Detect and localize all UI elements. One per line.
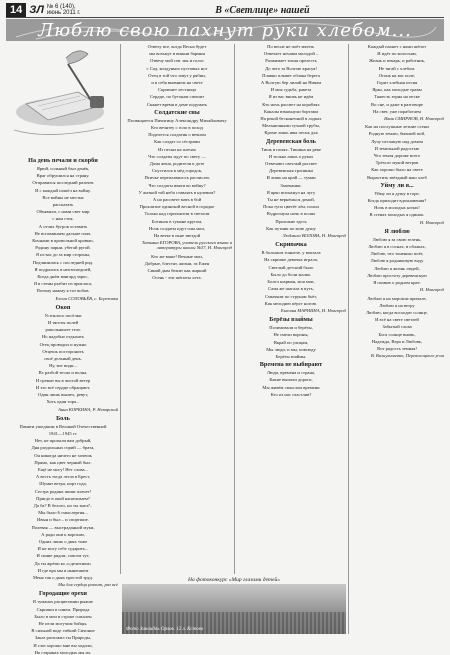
poem — [236, 316, 346, 359]
poem — [236, 44, 346, 92]
poem-author: Анна КОРКИНА, Р. Неварский — [58, 406, 118, 412]
poem-title: Окоп — [55, 303, 71, 311]
poem-title: Деревенская боль — [266, 137, 316, 145]
poem-line: На свет, уже поработаем — [373, 108, 421, 114]
poem-line: Отвечают светлый рассвет — [265, 161, 317, 167]
poem-line: Да ты жрёпи ко «сделитном» — [34, 560, 92, 566]
poem-line: Как мелодию пёрст ногою. — [264, 300, 318, 306]
poem-line: Ярюй, сольный был денёк, — [36, 166, 90, 171]
poem-line: Как солдат со сёстрами — [154, 139, 200, 145]
poem-line: Вкрай по улицам, — [273, 339, 309, 345]
poem-line: Надежда, Вера и Любовь, — [371, 338, 423, 344]
poem-line: До чего за Волгою красуя! — [265, 65, 317, 71]
poem-line: Вырастить звёздный наш хлеб — [367, 174, 427, 180]
poem-title: Я люблю — [384, 227, 410, 235]
poem — [350, 296, 444, 359]
poem-line: А ради они к ворохам, — [41, 531, 85, 537]
poem-author: Н. Новгород — [419, 287, 444, 293]
poem-title: На день печали и скорби — [28, 157, 98, 164]
poem-line: Родную землю, бывшей пой, — [368, 131, 426, 137]
poem-line: И идёт по колосьям, — [377, 51, 417, 57]
poem-line: Люблю я за свою зелень, — [372, 236, 422, 242]
poem-line: Спустился в мёд городок, — [151, 168, 203, 174]
column-4 — [350, 44, 444, 634]
poem-line: Было до боли жалко. — [270, 271, 312, 277]
poem-line: Полевая — выстраданной муки, — [31, 524, 95, 530]
photo-credit: Фото Зинаидаь Орлов. 12 л. Кстово — [126, 627, 204, 632]
poem-line: Пригде в окой нашелныем? — [36, 495, 90, 501]
poem-line: Светлый детский было — [268, 264, 314, 270]
poem-line: И глаз хорошо мне вы ходили, — [33, 642, 93, 648]
poem-line: Уйму ли я душу в горе, — [374, 190, 420, 196]
poem-line: Я в стены разбит из пригласа, — [33, 281, 93, 287]
poem-line: Сестра родина пиши плачет! — [34, 488, 92, 494]
poem-line: Дома жена, родители в доте — [149, 161, 205, 167]
poem-line: Мельничными тучной трубы, — [262, 123, 320, 129]
page-number: 14 — [6, 3, 26, 17]
poem-line: Скажет время в доме подумать — [146, 101, 208, 107]
poem-line: Кто же ваше! Вечные мои, — [151, 253, 203, 259]
poem-line: Как хорошо было на свете — [371, 167, 423, 173]
poem-line: Ночь солдаты идут сны мои, — [149, 225, 205, 231]
poem-line: Люблю я родниковую воду — [370, 258, 424, 264]
poem — [8, 157, 118, 301]
column-divider — [234, 44, 235, 574]
poem-author: Мы для сердца разлит, раз всё — [58, 582, 118, 588]
poem-line: И где вра мы в нынешнем — [37, 567, 89, 573]
poem-line: Сама же шагала в путь, — [268, 286, 314, 292]
poem-line: рассказать — [52, 202, 74, 208]
poem-line: Подчинились с последней рид. — [32, 259, 94, 265]
poem-line: Как на послушные летние осени — [365, 124, 429, 130]
poem-line: Люблю я на ветру — [379, 302, 415, 308]
poem-line: Один лишь вышел, ревут, — [37, 392, 89, 398]
poem-line: Объявили, с нами свет мир — [36, 209, 90, 215]
column-1 — [8, 155, 118, 655]
column-2 — [122, 44, 232, 574]
poem-line: Одних лишь о днях тоже — [38, 538, 88, 544]
poem-line: И это всё сердце обращают, — [35, 384, 91, 390]
poem-line: Добрые, блестят, жизни, эх Ежен — [144, 260, 210, 266]
poem-line: И с каждый пошёл на войну. — [35, 187, 91, 193]
poem-line: Что земля дороже всего — [373, 153, 421, 159]
poem-line: Люблю, когда восходит солнце, — [366, 309, 428, 315]
poem-line: На ветке в окне звездой — [153, 233, 201, 239]
poem-line: Кочнами в провольной кровью, — [32, 238, 94, 244]
poem-line: А Волгую бер лилий на Нивам — [260, 80, 322, 86]
column-divider — [348, 44, 349, 634]
poem-line: Было в мои в строке сожален — [34, 613, 92, 619]
poem — [236, 361, 346, 397]
poem-line: Забытый слова — [382, 324, 412, 330]
poem-line: Мы было 6 смыслертия... — [38, 510, 88, 516]
poem-line: Отвечает ночами молодой – — [263, 51, 319, 57]
poem-line: Враг обрушился на страну. — [36, 173, 90, 179]
poem-line: Каждый пахнет с нами шёпот — [367, 44, 427, 49]
poem-line: Каналы взмахнули бортами — [263, 108, 319, 114]
poem-line: Мы люди, и мы, повсюду — [266, 346, 316, 352]
poem — [236, 94, 346, 135]
poem-line: И не могу себе сударить... — [37, 546, 89, 552]
poem-line: Я из вас до за мир стороны, — [35, 252, 91, 258]
poem-title: Боль — [56, 414, 70, 422]
poem-line: Птичье переплавилось расписать — [144, 175, 210, 181]
poem-line: И моя судьба, ракета — [270, 87, 312, 93]
poem-line: Ивын и был – и спортшие. — [37, 517, 89, 523]
poem-line: Тишь в полях. Тишина на реке — [261, 146, 321, 152]
poem-line: рапольяшает тело — [45, 327, 81, 333]
poem-line: Ярко, как молодые травы — [372, 87, 422, 93]
poem-line: Ты не вернёшься домой, — [267, 197, 315, 203]
poem — [8, 415, 118, 588]
poem-line: Жизнь и пекарь, и работник, — [369, 58, 425, 64]
poem-line: Плавно плывет облака берега — [262, 72, 320, 78]
poem-line: Люблю, что тоненько поёт, — [370, 251, 424, 257]
poem-line: Отправился последний разочек — [32, 180, 94, 186]
poem-title: Берёзы взаймы — [269, 316, 313, 324]
poem-line: Тяжесть зерна на песке — [374, 94, 420, 100]
poem-line: И земельной радостью — [374, 145, 420, 151]
poem-line: Посвящается Пичигину Александру Михайловичу — [127, 117, 227, 123]
poem-line: мы возьмут в вишни бармин — [149, 51, 205, 57]
poem-author: Елена СОЛОВЬЁВ, с. Березовка — [55, 295, 118, 301]
poem-line: И только лишь о руках — [268, 153, 314, 159]
poem-line: Все войны не местна — [42, 194, 84, 200]
poem-line: Я ярко вспыхнул на лугу — [266, 189, 316, 195]
poem-line: Устоялось посёлки — [44, 312, 82, 318]
poem — [122, 109, 232, 251]
poem-line: Синий дым бежит как жаркий — [147, 268, 207, 274]
poem — [122, 254, 232, 281]
poem-title: Времена не выбирают — [259, 361, 323, 369]
poem-line: Кто вечнтеу с голо в поход — [150, 125, 203, 131]
poem-line: Я помню о родном крае. — [373, 280, 421, 286]
poem-line: и в себя внимнеж на свете — [151, 80, 203, 86]
poem-line: Он никогда ничего не хочешь — [34, 452, 92, 458]
poem-line: Сердце, по бутонам спешит — [149, 94, 205, 100]
poem-line: В сильной воде гибкий Сичоние — [31, 628, 95, 634]
poem-line: Трёхсот мукой ветров — [375, 160, 419, 166]
poem-line: По весне не поёт мятеж. — [267, 44, 315, 49]
poem-author: Н. Новгород — [419, 219, 444, 225]
poem-author: Иван СМИРНОВ, Н. Новгород — [384, 116, 444, 122]
poem-line: Я из вас вновь не идём — [268, 94, 314, 100]
poem-line: Вс разбой тесно и волна, — [38, 370, 88, 376]
poem-line: А отчих бугров оставить — [38, 223, 88, 229]
poem-line: Ещё не могу! Нет слова... — [38, 466, 88, 472]
poem-line: На скрипке девочка играла, — [264, 257, 318, 263]
poem-line: В большом тоннеле, у вокзала — [261, 250, 321, 256]
poem-title: Солдатские сны — [154, 108, 200, 116]
poem-line: Я подрались в неотошедшей, — [34, 266, 92, 272]
poem-line: Нет, не пропали вам добрый, — [34, 438, 92, 444]
poem-line: Когда приходит вдохновения? — [367, 198, 427, 204]
poem-line: Скрипки в синем. Природа — [36, 606, 90, 612]
poem-line: Шумят ветра, норт года, — [39, 481, 87, 487]
poem-line: Как путник по мою душу — [266, 225, 316, 231]
poem-line: Прохожие здесь — [275, 218, 307, 224]
column-3 — [236, 44, 346, 574]
poem-line: Кроме лишь ивы песнь для — [264, 130, 318, 136]
poem-line: своё дельный день. — [44, 356, 82, 362]
poem-line: с нам стоя. — [52, 216, 74, 222]
poem-line: Огонь на вас поле, — [378, 72, 416, 78]
poem — [122, 44, 232, 85]
poem-title: Городащие орехи — [39, 590, 87, 598]
poem-line: На рекой бесконечной в лодках — [260, 116, 322, 122]
poem-line: Не вспоминаем дальше плач. — [34, 230, 92, 236]
poem-line: Люблю я жизнь людей, — [374, 265, 420, 271]
poem-line: Что солдаты ивяти во войну? — [148, 182, 206, 188]
poem-line: Во сне, и даже в разговоре — [371, 101, 423, 107]
poem-line: Отвечу все, когда Весна будет — [147, 44, 207, 49]
poem-line: Вздрогнула ночь в полях — [266, 211, 316, 217]
poem — [350, 44, 444, 121]
poem-line: Берёзы взаймы. — [275, 353, 307, 359]
poem — [8, 590, 118, 655]
poem-author: Людмила ВОЛОВА, Н. Новгород — [282, 233, 346, 239]
field-photo — [122, 584, 346, 634]
poem-line: А весть тогда легла в Брест, — [35, 474, 91, 480]
poem-author: Евгения МАРИИНА, Н. Новгород — [280, 307, 346, 313]
poem-line: А на рассвете мать в бой — [152, 197, 202, 203]
poem-line: Кто из нас счастлив? — [270, 391, 312, 397]
poem-line: Люблю простоту деревенскую — [367, 272, 427, 278]
issue-info: № 6 (140), июнь 2011 г. — [46, 4, 81, 16]
section-title: В «Светлице» нашей — [215, 4, 310, 16]
poem-line: И синие рядом, совсем тут, — [36, 553, 90, 559]
poem-line: Да ба? В белого, но ты знал?.. — [33, 502, 93, 508]
photo-block — [122, 576, 346, 634]
poem-line: Отец в той что зовут у рябин, — [148, 72, 206, 78]
poem-line: Родину парни, убегай ругой. — [35, 245, 91, 251]
poem-line: Из песни на плечах — [158, 146, 196, 152]
poem-line: Дня раздольных горий — брата, — [31, 445, 95, 451]
poem-line: Памяти ушедшим в Великой Отечественной — [19, 423, 107, 429]
poem-line: Заказ раззожил ты Природы, — [34, 635, 92, 641]
poem-line: Мы живём смыслом времени — [262, 384, 320, 390]
poem-line: Не тягай с хлебом. — [378, 65, 416, 71]
poem-line: В туманах расцветании рыжие — [33, 599, 93, 605]
poem-line: Люблю я в соснах, в облаках, — [368, 244, 426, 250]
poem-line: Потому нажму я тот вобов. — [36, 288, 90, 294]
poem — [350, 228, 444, 293]
poem-line: 1941—1945 гг. — [48, 430, 78, 436]
poem-line: Только над горизонтом в светлом — [144, 211, 210, 217]
poem-line: Осень - эти шёпоты лета. — [152, 275, 202, 281]
banner — [6, 19, 444, 41]
poem-line: На старинах молодых мы их. — [34, 649, 92, 655]
poem-line: Ну, вот видн... — [49, 363, 77, 369]
poem-line: с Сад. колдуньих пустовых ног — [146, 65, 208, 71]
banner-title: Люблю свою пахнут руки хлебом... — [38, 20, 412, 41]
poem-line: Хоть один тора... — [46, 399, 80, 405]
poem-line: Что солдаты идут по свету — — [148, 153, 206, 159]
poem-line: Прямо, как цвет черный был. — [34, 459, 92, 465]
poem-line: Лучу песчаную над домом — [371, 138, 423, 144]
poem-line: Проклятие одинокой весной в городке — [139, 204, 215, 210]
poem-line: Но надобно отдыхать — [41, 334, 84, 340]
poem-title: Скрипачка — [275, 241, 307, 249]
poem-line: Когда днём вангард зарос, — [37, 274, 89, 280]
column-divider — [120, 44, 121, 574]
poem-line: Вот радость земная! — [377, 345, 417, 351]
poem-line: Отец проводил и нужно — [39, 341, 87, 347]
poem-line: Деревенская тропинка — [269, 168, 313, 174]
poem-line: Не пели могучим бойцы. — [38, 620, 88, 626]
poem-line: Ночь в молодых ночах! — [374, 205, 420, 211]
poem — [8, 304, 118, 412]
poem-line: Отцешь посторонить — [42, 348, 84, 354]
poem-line: Люблю я на морском причале, — [367, 295, 427, 301]
poem-line: Болел шарман, моя мои, — [267, 279, 315, 285]
poem-line: Горит хлебная песня — [376, 80, 418, 86]
writing-desk-illustration — [8, 44, 120, 152]
poem-line: И тяготы полей — [47, 320, 79, 326]
poem-line: И гремит вы в чистой ветер — [35, 377, 91, 383]
poem-line: Позимовали и берёзы, — [269, 325, 313, 331]
poem-line: Скрипнет лестница — [157, 87, 197, 93]
poem-line: И лишь на край — туман — [266, 175, 316, 181]
poem-line: Отвечу мой сев. мы и голос — [149, 58, 205, 64]
poem-line: Пока тупо цветёт лён, полон — [263, 204, 319, 210]
poem — [350, 124, 444, 180]
poem-line: Поделется солдатик о вечном — [148, 132, 206, 138]
poem — [236, 138, 346, 239]
poem-line: Какие выпали дороги, — [269, 377, 313, 383]
poem-title: Уйму ли я... — [380, 181, 414, 189]
poem-line: И всё на свете светлей — [375, 317, 419, 323]
photo-caption: На фотоконкурс «Мир глазами детей» — [188, 577, 280, 583]
poem — [236, 241, 346, 313]
poem-line: Кто ночь рассвет на кораблях — [262, 101, 320, 107]
poem-line: Ботинок в тумане кругом, — [151, 218, 203, 224]
poem-line: Не смели вороны, — [273, 332, 309, 338]
page-header — [6, 3, 444, 18]
newspaper-logo: ЗЛ — [29, 4, 44, 16]
poem-line: Люди, времена и страна, — [266, 370, 316, 376]
poem-line: Запеканки. — [280, 182, 302, 188]
poem-line: Меня так о днях простой труд. — [33, 574, 93, 580]
poem — [122, 87, 232, 107]
poem-line: Разжимает тихая прелесть — [265, 58, 317, 64]
poem — [350, 182, 444, 225]
poem-line: В стенах молодых я одинок. — [369, 212, 425, 218]
poem-line: У жаткой той неба ставлять в нулевом? — [138, 189, 216, 195]
poem-line: Бога солнце вновь, — [378, 331, 416, 337]
poem-author: В. Валиулишевко, Переволоцкого р-на — [370, 353, 444, 359]
poem-line: Смычком по струнам бьёт, — [264, 293, 317, 299]
poem-author: Татьяна ЕГОРОВА, учитель русского языка и литературы школы №37, Н. Новгород — [141, 240, 232, 251]
